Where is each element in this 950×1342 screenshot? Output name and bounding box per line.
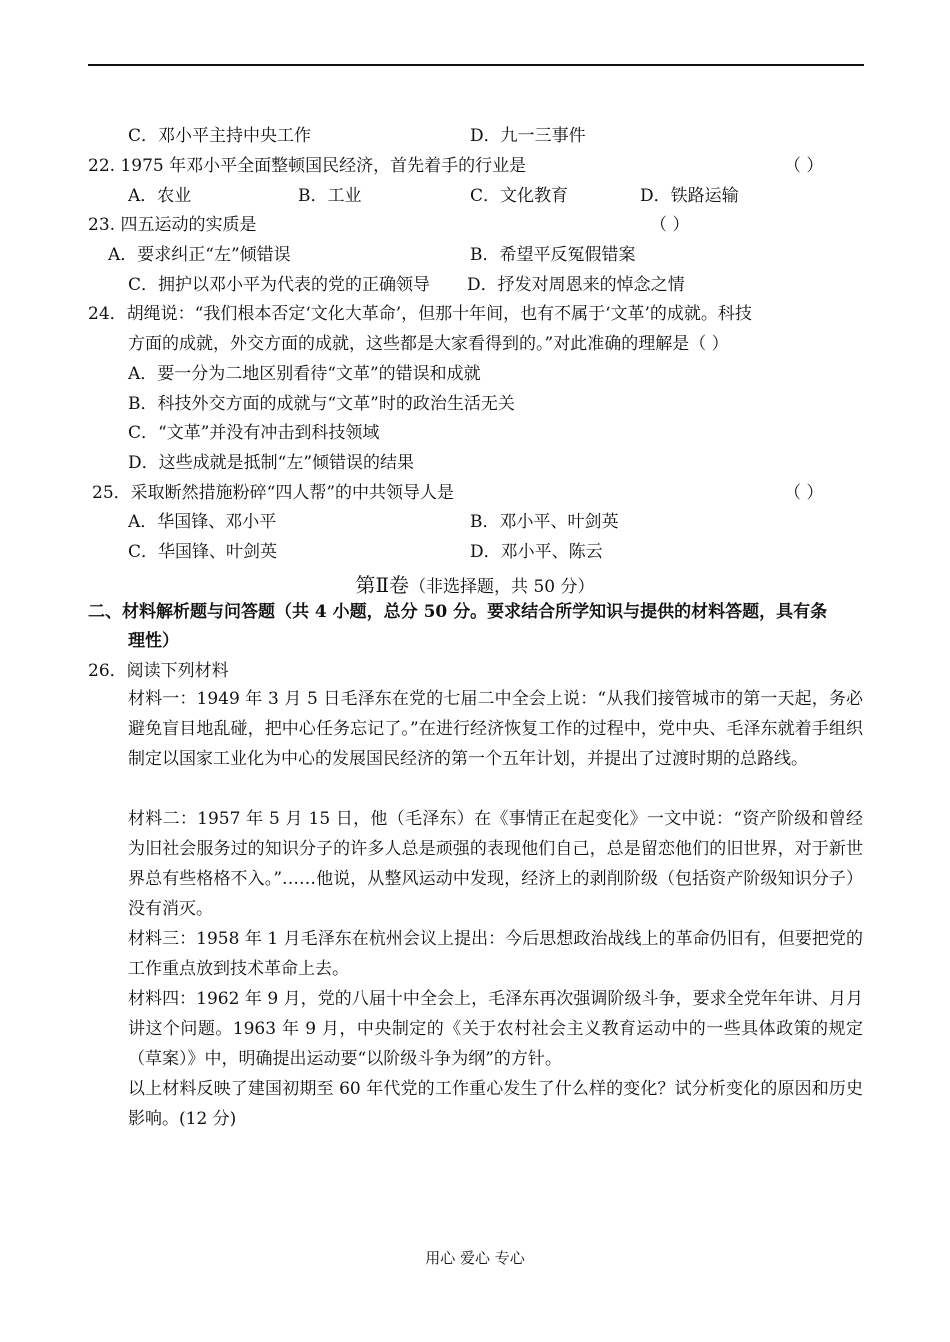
q23-answer-paren: （ ） (650, 215, 690, 235)
header-rule (88, 64, 864, 66)
q23-option-a: A．要求纠正“左”倾错误 (108, 245, 291, 265)
q22-option-a: A．农业 (128, 186, 192, 206)
part2-subtitle: （非选择题，共 50 分） (409, 577, 595, 597)
q23-option-d: D．抒发对周恩来的悼念之情 (467, 275, 685, 295)
q21-option-d: D．九一三事件 (470, 126, 586, 146)
q25-option-a: A．华国锋、邓小平 (128, 512, 277, 532)
q26-question: 以上材料反映了建国初期至 60 年代党的工作重心发生了什么样的变化？试分析变化的原因和历史影响。(12 分) (128, 1079, 863, 1129)
q23-stem: 23. 四五运动的实质是 (88, 215, 257, 235)
q26-stem: 26．阅读下列材料 (88, 661, 229, 681)
q25-stem: 25．采取断然措施粉碎“四人帮”的中共领导人是 (92, 483, 455, 503)
q24-option-b: B．科技外交方面的成就与“文革”时的政治生活无关 (128, 394, 515, 414)
q26-material-2: 材料二：1957 年 5 月 15 日，他（毛泽东）在《事情正在起变化》一文中说：“资产阶级和曾经为旧社会服务过的知识分子的许多人总是顽强的表现他们自己，总是留恋他们的旧世界，对于新世界总有些格格不入。”……他说，从整风运动中发现，经济上的剥削阶级（包括资产阶级知识分子）没有消灭。 (128, 809, 863, 919)
q22-option-c: C．文化教育 (470, 186, 569, 206)
q22-option-d: D．铁路运输 (640, 186, 739, 206)
q23-option-b: B．希望平反冤假错案 (470, 245, 636, 265)
part2-title (0, 569, 950, 598)
q25-option-b: B．邓小平、叶剑英 (470, 512, 619, 532)
q24-option-a: A．要一分为二地区别看待“文革”的错误和成就 (128, 364, 481, 384)
page-footer: 用心 爱心 专心 (425, 1249, 525, 1267)
q26-material-1: 材料一：1949 年 3 月 5 日毛泽东在党的七届二中全会上说：“从我们接管城市的第一天起，务必避免盲目地乱碰，把中心任务忘记了。”在进行经济恢复工作的过程中，党中央、毛泽东就着手组织制定以国家工业化为中心的发展国民经济的第一个五年计划，并提出了过渡时期的总路线。 (128, 689, 863, 769)
q22-answer-paren: （ ） (784, 156, 824, 176)
q22-option-b: B．工业 (298, 186, 362, 206)
q24-stem-line1: 24．胡绳说：“我们根本否定‘文化大革命’，但那十年间，也有不属于‘文革’的成就。科技 (88, 304, 752, 324)
q21-option-c: C．邓小平主持中央工作 (128, 126, 312, 146)
q25-answer-paren: （ ） (784, 483, 824, 503)
part2-heading-line2: 理性） (128, 631, 179, 651)
part2-heading-line1: 二、材料解析题与问答题（共 4 小题，总分 50 分。要求结合所学知识与提供的材料答题，具有条 (88, 602, 828, 622)
q25-option-c: C．华国锋、叶剑英 (128, 542, 278, 562)
q26-material-3: 材料三：1958 年 1 月毛泽东在杭州会议上提出：今后思想政治战线上的革命仍旧有，但要把党的工作重点放到技术革命上去。 (128, 929, 863, 979)
q24-option-d: D．这些成就是抵制“左”倾错误的结果 (128, 453, 415, 473)
q22-stem: 22. 1975 年邓小平全面整顿国民经济，首先着手的行业是 (88, 156, 527, 176)
q23-option-c: C．拥护以邓小平为代表的党的正确领导 (128, 275, 431, 295)
q26-material-4: 材料四：1962 年 9 月，党的八届十中全会上，毛泽东再次强调阶级斗争，要求全党年年讲、月月讲这个问题。1963 年 9 月，中央制定的《关于农村社会主义教育运动中的一些具体政策的规定（草案）》中，明确提出运动要“以阶级斗争为纲”的方针。 (128, 989, 863, 1069)
part2-title-main: 第Ⅱ卷 (355, 573, 410, 597)
q24-stem-line2: 方面的成就，外交方面的成就，这些都是大家看得到的。”对此准确的理解是（ ） (128, 334, 729, 354)
q24-option-c: C．“文革”并没有冲击到科技领域 (128, 423, 380, 443)
q25-option-d: D．邓小平、陈云 (470, 542, 603, 562)
